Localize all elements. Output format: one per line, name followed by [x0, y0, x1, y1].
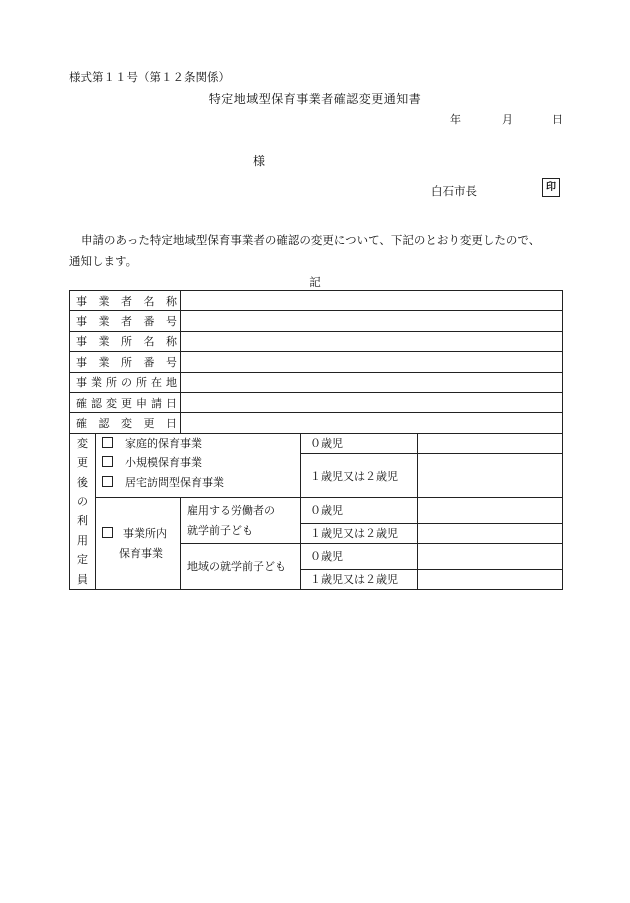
label-char: 番 — [143, 355, 155, 369]
table-row — [70, 433, 563, 453]
age-1-2-label: １歳児又は２歳児 — [301, 523, 418, 543]
vertical-label-char: 変 — [77, 436, 88, 450]
label-char: 名 — [143, 335, 155, 349]
label-char: 業 — [98, 294, 110, 308]
vertical-label-char: 利 — [77, 514, 88, 528]
row-value-cell[interactable] — [181, 331, 563, 351]
checkbox-group — [96, 433, 301, 497]
label-char: 番 — [143, 315, 155, 329]
label-char: 所 — [136, 376, 147, 390]
checkbox-icon[interactable] — [102, 456, 113, 467]
label-char: 変 — [121, 417, 132, 431]
checkbox-icon[interactable] — [102, 527, 113, 538]
row-label — [70, 331, 181, 351]
capacity-value-cell[interactable] — [418, 454, 563, 498]
details-table — [69, 290, 563, 590]
employee-children-line2: 就学前子ども — [187, 523, 253, 537]
label-char: 請 — [151, 396, 162, 410]
label-char: 所 — [106, 376, 117, 390]
vertical-label-char: 後 — [77, 475, 88, 489]
label-char: 確 — [76, 396, 87, 410]
vertical-label-char: 定 — [77, 553, 88, 567]
office-checkbox-item[interactable] — [96, 498, 181, 590]
age-0-label: ０歳児 — [301, 433, 418, 453]
label-char: 業 — [98, 315, 110, 329]
label-char: 変 — [106, 396, 117, 410]
table-row — [70, 352, 563, 372]
row-label-text — [76, 395, 177, 411]
capacity-value-cell[interactable] — [418, 569, 563, 589]
checkbox-item[interactable] — [102, 453, 300, 472]
row-label — [70, 413, 181, 433]
label-char: 号 — [166, 315, 177, 329]
label-char: 地 — [166, 376, 177, 390]
table-row — [70, 392, 563, 412]
date-month: 月 — [502, 113, 513, 126]
capacity-value-cell[interactable] — [418, 498, 563, 524]
employee-children-line1: 雇用する労働者の — [187, 504, 275, 518]
checkbox-icon[interactable] — [102, 437, 113, 448]
office-item-line2: 保育事業 — [119, 546, 163, 560]
label-char: 日 — [166, 396, 177, 410]
body-text — [69, 230, 563, 272]
capacity-value-cell[interactable] — [418, 433, 563, 453]
label-char: 号 — [166, 355, 177, 369]
document-title: 特定地域型保育事業者確認変更通知書 — [208, 92, 422, 106]
label-char: 業 — [98, 335, 110, 349]
seal-stamp-icon — [542, 178, 560, 197]
vertical-label-char: 員 — [77, 572, 88, 586]
vertical-label-char: 用 — [77, 533, 88, 547]
table-row — [70, 413, 563, 433]
form-number: 様式第１１号（第１２条関係） — [69, 70, 230, 84]
row-value-cell[interactable] — [181, 413, 563, 433]
checkbox-label: 家庭的保育事業 — [125, 436, 202, 450]
row-label — [70, 392, 181, 412]
label-char: 日 — [166, 417, 177, 431]
checkbox-icon[interactable] — [102, 476, 113, 487]
issuer-name: 白石市長 — [431, 184, 477, 198]
label-char: 事 — [76, 335, 87, 349]
row-value-cell[interactable] — [181, 372, 563, 392]
label-char: 事 — [76, 294, 87, 308]
label-char: 認 — [91, 396, 102, 410]
row-label-text — [76, 313, 177, 329]
label-char: 事 — [76, 376, 87, 390]
checkbox-item[interactable] — [102, 434, 300, 453]
label-char: 業 — [91, 376, 102, 390]
row-label — [70, 352, 181, 372]
employee-children-label — [181, 498, 301, 544]
row-label-text — [76, 293, 177, 309]
label-char: 事 — [76, 315, 87, 329]
office-item-line1: 事業所内 — [123, 527, 167, 541]
row-label-text — [76, 374, 177, 390]
row-value-cell[interactable] — [181, 392, 563, 412]
body-line-1: 申請のあった特定地域型保育事業者の確認の変更について、下記のとおり変更したので、 — [81, 233, 541, 247]
seal-char: 印 — [546, 181, 556, 193]
row-label-text — [76, 415, 177, 431]
checkbox-item[interactable] — [102, 473, 300, 492]
label-char: 所 — [121, 355, 132, 369]
label-char: 在 — [151, 376, 162, 390]
row-label-text — [76, 333, 177, 349]
date-year: 年 — [450, 113, 461, 126]
table-row — [70, 311, 563, 331]
label-char: 称 — [166, 294, 177, 308]
row-label — [70, 372, 181, 392]
table-row — [70, 372, 563, 392]
row-value-cell[interactable] — [181, 311, 563, 331]
label-char: 申 — [136, 396, 147, 410]
checkbox-label: 居宅訪問型保育事業 — [125, 475, 224, 489]
label-char: 更 — [121, 396, 132, 410]
row-label — [70, 311, 181, 331]
body-line-2: 通知します。 — [69, 254, 138, 268]
row-label — [70, 291, 181, 311]
label-char: 称 — [166, 335, 177, 349]
community-children-label: 地域の就学前子ども — [181, 544, 301, 590]
date-day: 日 — [552, 113, 563, 126]
capacity-value-cell[interactable] — [418, 523, 563, 543]
label-char: 更 — [143, 417, 155, 431]
addressee-suffix: 様 — [253, 154, 266, 168]
label-char: 業 — [98, 355, 110, 369]
ki-heading: 記 — [309, 275, 321, 289]
date-line — [450, 111, 563, 127]
label-char: 名 — [143, 294, 155, 308]
label-char: 事 — [76, 355, 87, 369]
capacity-label-text — [70, 434, 95, 589]
capacity-value-cell[interactable] — [418, 544, 563, 570]
age-0-label: ０歳児 — [301, 544, 418, 570]
row-value-cell[interactable] — [181, 352, 563, 372]
label-char: の — [121, 376, 132, 390]
capacity-label — [70, 433, 96, 589]
vertical-label-char: 更 — [77, 456, 88, 470]
row-label-text — [76, 354, 177, 370]
label-char: 者 — [121, 315, 132, 329]
table-row — [70, 331, 563, 351]
label-char: 認 — [98, 417, 110, 431]
age-1-2-label: １歳児又は２歳児 — [301, 454, 418, 498]
label-char: 所 — [121, 335, 132, 349]
table-row — [70, 291, 563, 311]
age-1-2-label: １歳児又は２歳児 — [301, 569, 418, 589]
vertical-label-char: の — [77, 494, 88, 508]
label-char: 者 — [121, 294, 132, 308]
label-char: 確 — [76, 417, 87, 431]
checkbox-label: 小規模保育事業 — [125, 456, 202, 470]
row-value-cell[interactable] — [181, 291, 563, 311]
age-0-label: ０歳児 — [301, 498, 418, 524]
table-row — [70, 498, 563, 524]
